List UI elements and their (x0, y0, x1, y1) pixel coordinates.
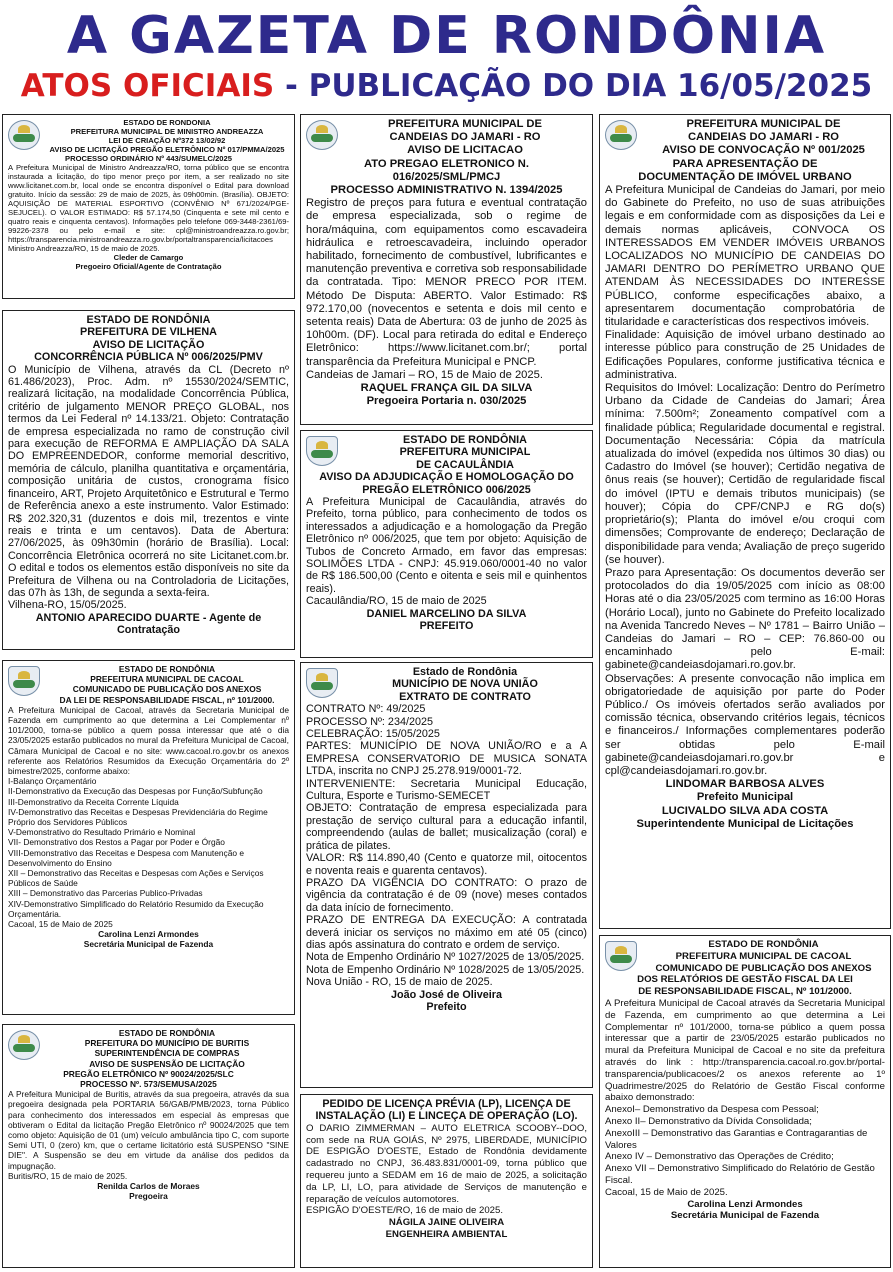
notice-date: Candeias de Jamari – RO, 15 de Maio de 2025. (306, 368, 543, 381)
list-item: VIII-Demonstrativo das Receitas e Despesa com Manutenção e Desenvolvimento do Ensino (8, 847, 245, 868)
notice-header-line: DE CACAULÂNDIA (416, 458, 514, 471)
signatory-role: Superintendente Municipal de Licitações (636, 817, 854, 830)
notice-date: ESPIGÃO D'OESTE/RO, 16 de maio de 2025. (306, 1205, 503, 1217)
contract-clause: PARTES: MUNICÍPIO DE NOVA UNIÃO/RO e a A EMPRESA CONSERVATORIO DE MUSICA SONATA LTDA, inscrita no CNPJ 25.278.919/0001-72. (306, 740, 587, 778)
notice-header-line: PREFEITURA MUNICIPAL (399, 446, 531, 459)
notice-header-line: CANDEIAS DO JAMARI - RO (389, 131, 541, 144)
notice-header-line: PREFEITURA MUNICIPAL DE CACOAL (90, 674, 244, 685)
notice-buritis (2, 1024, 295, 1268)
notice-header-line: INSTALAÇÃO (LI) E LINCEÇA DE OPERAÇÃO (LO). (315, 1110, 578, 1123)
notice-candeias-pregao (300, 114, 593, 425)
list-item: XII – Demonstrativo das Receitas e Despesas com Ações e Serviços Públicos de Saúde (8, 868, 264, 889)
notice-header-line: LEI DE CRIAÇÃO Nº372 13/02/92 (108, 136, 226, 145)
notice-paragraph: Requisitos do Imóvel: Localização: Dentro do Perímetro Urbano da Cidade de Candeias do Jamari; Área mínima: 7.500m²; Zoneamento compatível com a finalidade pública; Regularidade documental e registral. Documentação Necessária: Cópia da matrícula atualizada do imóvel (expedida nos últimos 30 dias) ou Cadastro do Imóvel (se houver); Certidão negativa de ônus reais (se houver); Certidão de regularidade fiscal do imóvel (IPTU e demais tributos municipais) (se houver); Cópia do CPF/CNPJ e RG do(s) proprietário(s); Planta do imóvel e/ou croqui com dimensões; Comprovante de endereço; Declaração de disponibilidade para venda; Avaliação de preço sugerido (se houver). (605, 382, 885, 566)
signatory-name: Carolina Lenzi Armondes (98, 929, 199, 940)
municipal-seal-icon (605, 941, 637, 971)
list-item: Anexo IV – Demonstrativo das Operações de Crédito; (605, 1151, 834, 1163)
signatory-role: Prefeito (426, 1000, 467, 1013)
notice-header-line: PEDIDO DE LICENÇA PRÉVIA (LP), LICENÇA DE (322, 1098, 571, 1110)
contract-clause: OBJETO: Contratação de empresa especializada para prestação de serviço cultural para a educação infantil, compreendendo (aulas de ballet; musicalização (coral) e prática de pilates. (306, 802, 587, 852)
notice-body: A Prefeitura Municipal de Ministro Andreazza/RO, torna público que se encontra instaurada a licitação, do tipo menor preço por item, a ser realizado no site www.licitanet.com.br, local onde se encontra disponível o Edital para download gratuito. Início da sessão: 29 de maio de 2025, às 09h00min. (Brasília). OBJETO: AQUISIÇÃO DE MATERIAL ESPORTIVO (CONVÊNIO Nº 671/2024/PGE-SEJUCEL). O VALOR ESTIMADO: R$ 57.174,50 (Cinquenta e sete mil cento e quatro reais e cinquenta centavos). Informações pelo telefone 069-3448-2361/69-99226-2378 ou pelo e-mail e site: cpl@ministroandreazza.ro.gov.br; https://transparencia.ministroandreazza.ro.gov.br/portaltransparencia/licitacoes (8, 163, 289, 244)
notice-header-line: AVISO DE SUSPENSÃO DE LICITAÇÃO (89, 1058, 245, 1069)
newspaper-title: A GAZETA DE RONDÔNIA (66, 6, 827, 66)
list-item: XIII – Demonstrativo das Parcerias Publico-Privadas (8, 888, 203, 899)
notice-header-line: DOCUMENTAÇÃO DE IMÓVEL URBANO (638, 170, 852, 183)
list-item: III-Demonstrativo da Receita Corrente Líquida (8, 796, 179, 807)
contract-clause: PRAZO DA VIGÊNCIA DO CONTRATO: O prazo de vigência da contratação é de 09 (nove) meses contados da data início de fornecimento. (306, 876, 587, 914)
notice-header-line: DE RESPONSABILIDADE FISCAL, Nº 101/2000. (638, 986, 852, 998)
notice-header-line: CONCORRÊNCIA PÚBLICA Nº 006/2025/PMV (34, 351, 263, 364)
notice-header-line: AVISO DE CONVOCAÇÃO Nº 001/2025 (662, 144, 865, 157)
municipal-seal-icon (605, 120, 637, 150)
signatory-name: Renilda Carlos de Moraes (97, 1181, 200, 1192)
notice-header-line: ESTADO DE RONDÔNIA (708, 939, 819, 950)
contract-clause: Nota de Empenho Ordinário Nº 1027/2025 de 13/05/2025. (306, 951, 585, 964)
notice-header-line: AVISO DA ADJUDICAÇÃO E HOMOLOGAÇÃO DO (319, 471, 574, 484)
notice-paragraph: Prazo para Apresentação: Os documentos deverão ser protocolados do dia 19/05/2025 com início as 08:00 Horas até o dia 23/05/2025 com termino as 16:00 Horas (Horário Local), junto no Gabinete do Prefeito localizado na Avenida Tancredo Neves – Nº 1781 – Bairro União – Candeias do Jamari – RO – CEP: 76.860-00 ou encaminhado pelo E-mail: gabinete@candeiasdojamari.ro.gov.br. (605, 566, 885, 672)
signatory-role: Prefeito Municipal (696, 791, 794, 804)
signatory-name: ANTONIO APARECIDO DUARTE - Agente de Contratação (35, 611, 262, 637)
signatory-name: LUCIVALDO SILVA ADA COSTA (661, 804, 829, 817)
notice-cacaulandia (300, 430, 593, 658)
contract-field: CONTRATO Nº: 49/2025 (306, 703, 426, 716)
notice-header-line: Estado de Rondônia (412, 666, 518, 678)
list-item: Anexo II– Demonstrativo da Dívida Consolidada; (605, 1115, 812, 1127)
notice-header-line: ESTADO DE RONDONIA (123, 118, 211, 127)
contract-field: CELEBRAÇÃO: 15/05/2025 (306, 728, 440, 741)
notice-header-line: PROCESSO Nº. 573/SEMUSA/2025 (80, 1079, 217, 1090)
notice-header-line: PREFEITURA DE VILHENA (80, 326, 217, 339)
signatory-role: ENGENHEIRA AMBIENTAL (385, 1228, 508, 1240)
notice-header-line: DA LEI DE RESPONSABILIDADE FISCAL, nº 101/2000. (59, 694, 275, 705)
contract-clause: PRAZO DE ENTREGA DA EXECUÇÃO: A contratada deverá iniciar os serviços no máximo em até 05 (cinco) dias após assinatura do contrato e ordem de serviço. (306, 914, 587, 951)
notice-paragraph: Finalidade: Aquisição de imóvel urbano destinado ao interesse público para construção de 25 Unidades de Edificações Populares, conforme justificativa técnica e administrativa. (605, 329, 885, 381)
notice-header-line: PROCESSO ADMINISTRATIVO N. 1394/2025 (330, 184, 563, 197)
notice-date: Vilhena-RO, 15/05/2025. (8, 599, 127, 612)
list-item: VII- Demonstrativo dos Restos a Pagar por Poder e Órgão (8, 837, 225, 848)
notice-header-line: ESTADO DE RONDÔNIA (118, 1028, 216, 1038)
signatory-role: Pregoeira (129, 1191, 168, 1202)
contract-clause: Nota de Empenho Ordinário Nº 1028/2025 de 13/05/2025. (306, 963, 585, 976)
notice-body: A Prefeitura Municipal de Cacoal, através da Secretaria Municipal de Fazenda em cumprimento ao que determina a Lei Complementar nº 101/2000, torna-se público a quem possa interessar que até o dia 23/05/2025 estarão publicados no mural da Prefeitura Municipal de Cacoal, Câmara Municipal de Cacoal e no site: www.cacoal.ro.gov.br os anexos referente aos Relatórios Resumidos da Execução Orçamentária do 2º bimestre/2025, conforme abaixo: (8, 704, 289, 777)
notice-cacoal-rreo (2, 660, 295, 1015)
list-item: V-Demonstrativo do Resultado Primário e Nominal (8, 827, 196, 838)
notice-date: Cacoal, 15 de Maio de 2025 (8, 919, 113, 930)
signatory-name: RAQUEL FRANÇA GIL DA SILVA (360, 382, 533, 395)
notice-header-line: PREFEITURA MUNICIPAL DE (388, 118, 542, 130)
notice-header-line: MUNICÍPIO DE NOVA UNIÃO (392, 678, 538, 691)
signatory-role: Pregoeiro Oficial/Agente de Contratação (75, 262, 222, 271)
notice-date: Buritis/RO, 15 de maio de 2025. (8, 1170, 128, 1181)
notice-header-line: DOS RELATÓRIOS DE GESTÃO FISCAL DA LEI (637, 974, 853, 986)
list-item: Anexo VII – Demonstrativo Simplificado do Relatório de Gestão Fiscal. (605, 1163, 875, 1186)
notice-vilhena (2, 310, 295, 650)
signatory-name: Carolina Lenzi Armondes (687, 1198, 803, 1210)
signatory-name: NÁGILA JAINE OLIVEIRA (388, 1217, 505, 1229)
list-item: XIV-Demonstrativo Simplificado do Relatório Resumido da Execução Orçamentária. (8, 898, 264, 919)
notice-cacoal-rgf (599, 935, 891, 1268)
signatory-name: João José de Oliveira (390, 988, 503, 1001)
publication-date: PUBLICAÇÃO DO DIA 16/05/2025 (308, 68, 873, 104)
notice-date: Ministro Andreazza/RO, 15 de maio de 2025. (8, 244, 160, 253)
notice-date: Cacaulândia/RO, 15 de maio de 2025 (306, 595, 487, 608)
notice-body: A Prefeitura Municipal de Buritis, através da sua pregoeira, através da sua pregoeira designada pela PORTARIA 56/GAB/PMB/2023, torna Público para conhecimento dos interessados em especial às empresas que obtiveram o Edital da licitação Pregão Eletrônico nº 90024/2025 que tem como objeto: Aquisição de 01 (um) veículo ambulância tipo C, com suporte Semi UTI, 0 (zero) km, que o certame licitatório está SUSPENSO "SINE DIE". A Suspensão se deu em virtude da análise dos pedidos da impugnação. (8, 1089, 289, 1171)
notice-header-line: EXTRATO DE CONTRATO (399, 690, 531, 703)
signatory-role: Secretária Municipal de Fazenda (670, 1210, 820, 1222)
signatory-role: PREFEITO (419, 620, 474, 633)
notice-header-line: PROCESSO ORDINÁRIO Nº 443/SUMELC/2025 (65, 154, 232, 163)
list-item: II-Demonstrativo da Execução das Despesas por Função/Subfunção (8, 786, 263, 797)
notice-date: Nova União - RO, 15 de maio de 2025. (306, 976, 493, 989)
subtitle-separator: - (274, 68, 309, 104)
notice-header-line: CANDEIAS DO JAMARI - RO (687, 131, 840, 144)
municipal-seal-icon (306, 436, 338, 466)
edition-subtitle (0, 66, 893, 106)
contract-clause: VALOR: R$ 114.890,40 (Cento e quatorze mil, oitocentos e noventa reais e quarenta centavos). (306, 852, 587, 877)
notice-header-line: COMUNICADO DE PUBLICAÇÃO DOS ANEXOS (72, 684, 262, 695)
notice-body: A Prefeitura Municipal de Cacoal através da Secretaria Municipal de Fazenda, em cumprimento ao que determina a Lei Complementar nº 101/2000, torna-se público a quem possa interessar que a partir de 23/05/2025 estarão publicados no mural da Prefeitura Municipal de Cacoal e no site da prefeitura através do link : http://transparencia.cacoal.ro.gov.br/portal-transparencia/publicacoes/2 os anexos referente ao 1º Quadrimestre/2025 do Relatório de Gestão Fiscal conforme abaixo demonstrado: (605, 997, 885, 1104)
notice-header-line: ESTADO DE RONDÔNIA (86, 314, 211, 326)
notice-header-line: PREFEITURA MUNICIPAL DE MINISTRO ANDREAZZA (70, 127, 264, 136)
list-item: AnexoI– Demonstrativo da Despesa com Pessoal; (605, 1104, 819, 1116)
notice-header-line: SUPERINTENDÊNCIA DE COMPRAS (94, 1048, 240, 1059)
municipal-seal-icon (8, 666, 40, 696)
notice-paragraph: A Prefeitura Municipal de Candeias do Jamari, por meio do Gabinete do Prefeito, no uso de suas atribuições legais e em conformidade com as disposições da Lei e demais normas aplicáveis, CONVOCA OS INTERESSADOS EM VENDER IMÓVEIS URBANOS LOCALIZADOS NO MUNICÍPIO DE CANDEIAS DO JAMARI DENTRO DO PERÍMETRO URBANO QUE ATENDAM ÀS NECESSIDADES DO INTERESSE PÚBLICO, conforme especificações abaixo, a apresentarem documentação comprobatória de titularidade e características dos respectivos imóveis. (605, 184, 885, 329)
notice-header-line: ATO PREGAO ELETRONICO N. (364, 157, 529, 170)
municipal-seal-icon (8, 1030, 40, 1060)
list-item: I-Balanço Orçamentário (8, 776, 97, 787)
notice-header-line: COMUNICADO DE PUBLICAÇÃO DOS ANEXOS (655, 962, 872, 974)
notice-body: O Município de Vilhena, através da CL (Decreto nº 61.486/2023), Proc. Adm. nº 15530/2024/SEMTIC, realizará licitação, na modalidade Concorrência Pública, critério de julgamento MENOR PREÇO GLOBAL, nos termos da Lei Federal nº 14.133/21. Objeto: Contratação de empresa especializada no ramo de construção civil para execução de REFORMA E AMPLIAÇÃO DA SALA DO EMPREENDEDOR, conforme memorial descritivo, memória de cálculo, planilha quantitativa e orçamentária, composição unitária de custos, cronograma físico financeiro, ART, Projeto Arquitetônico e Estrutural e Termo de Referência anexo a este instrumento. Valor Estimado: R$ 202.320,31 (duzentos e dois mil, trezentos e vinte reais e trinta e um centavos). Data de Abertura: 27/06/2025, às 09h30min (horário de Brasília). Local: Concorrência Eletrônica ocorrerá no site Licitanet.com.br. O edital e todos os elementos estão disponíveis no site da Prefeitura de Vilhena ou na Controladoria de Licitações, das 07h às 13h, de segunda a sexta-feira. (8, 363, 289, 599)
notice-candeias-convocacao (599, 114, 891, 929)
signatory-name: Cleder de Camargo (113, 253, 184, 262)
notice-header-line: AVISO DE LICITAÇÃO (92, 338, 205, 351)
signatory-name: LINDOMAR BARBOSA ALVES (665, 778, 825, 791)
notice-body: Registro de preços para futura e eventual contratação de empresa especializada, sob o regime de hora/máquina, com equipamentos como escavadeira hidráulica e retroescavadeira, incluindo operador habilitado, fornecimento de combustível, lubrificantes e manutenção preventiva e corretiva sob responsabilidade da contratada. Tipo: MENOR PRECO POR ITEM. Método De Disputa: ABERTO. Valor Estimado: R$ 972.170,00 (novecentos e setenta e dois mil cento e setenta reais) Data de Abertura: 03 de junho de 2025 às 10h00m. (DF). Local para retirada do edital e Endereço Eletrônico: https://www.licitanet.com.br/; portal transparência da Prefeitura Municipal e PNCP. (306, 197, 587, 368)
notice-nova-uniao (300, 662, 593, 1088)
signatory-role: Pregoeira Portaria n. 030/2025 (366, 395, 527, 408)
notice-header-line: PREFEITURA MUNICIPAL DE CACOAL (675, 950, 852, 962)
notice-licenca-ambiental (300, 1094, 593, 1268)
notice-ministro-andreazza (2, 114, 295, 299)
notice-header-line: PREGÃO ELETRÔNICO 006/2025 (362, 483, 531, 496)
list-item: IV-Demonstrativo das Receitas e Despesas Previdenciária do Regime Próprio dos Servidores Públicos (8, 806, 268, 828)
notice-header-line: PREFEITURA MUNICIPAL DE (686, 118, 841, 130)
notice-header-line: AVISO DE LICITAÇÃO PREGÃO ELETRÔNICO Nº 017/PMMA/2025 (49, 145, 285, 154)
signatory-name: DANIEL MARCELINO DA SILVA (366, 607, 527, 620)
notice-paragraph: Observações: A presente convocação não implica em obrigatoriedade de aquisição por parte do Poder Público./ Os imóveis ofertados serão avaliados por comissão técnica, observando critérios legais, técnicos e financeiros./ Informações complementares poderão ser obtidas pelo E-mail gabinete@candeiasdojamari.ro.gov.br e cpl@candeiasdojamari.ro.gov.br. (605, 672, 885, 777)
notice-header-line: AVISO DE LICITACAO (407, 144, 523, 157)
contract-field: PROCESSO Nº: 234/2025 (306, 715, 433, 728)
notice-body: A Prefeitura Municipal de Cacaulândia, através do Prefeito, torna público, para conhecimento de todos os interessados a adjudicação e a homologação da Pregão Eletrônico nº 006/2025, que tem por objeto: Aquisição de Tubos de Concreto Armado, em favor das empresas: SOLIMÕES LTDA - CNPJ: 45.919.060/0001-40 no valor de R$ 186.500,00 (Cento e oitenta e seis mil e quinhentos reais). (306, 496, 587, 595)
notice-header-line: 016/2025/SML/PMCJ (392, 170, 501, 183)
section-name: ATOS OFICIAIS (20, 68, 275, 104)
notice-body: O DARIO ZIMMERMAN – AUTO ELETRICA SCOOBY--DOO, com sede na RUA GOIÁS, Nº 2975, LIBERDADE, MUNICÍPIO DE ESPIGÃO D'OESTE, Estado de Rondônia devidamente cadastrado no CNPJ, 36.483.831/0001-09, torna público que requereu junto a SEDAM em 16 de maio de 2025, a solicitação da LP, LI, LO, para atividade de Serviços de manutenção e reparação de veículos automotores. (306, 1122, 587, 1205)
municipal-seal-icon (306, 120, 338, 150)
municipal-seal-icon (306, 668, 338, 698)
notice-date: Cacoal, 15 de Maio de 2025. (605, 1186, 728, 1198)
contract-clause: INTERVENIENTE: Secretaria Municipal Educação, Cultura, Esporte e Turismo-SEMECET (306, 777, 587, 803)
notice-header-line: ESTADO DE RONDÔNIA (403, 434, 527, 446)
notice-header-line: ESTADO DE RONDÔNIA (118, 664, 216, 674)
notice-header-line: PARA APRESENTAÇÃO DE (672, 157, 818, 170)
notice-header-line: PREGÃO ELETRÔNICO Nº 90024/2025/SLC (63, 1068, 234, 1079)
list-item: AnexoIII – Demonstrativo das Garantias e Contragarantias de Valores (605, 1127, 868, 1151)
notice-header-line: PREFEITURA DO MUNICÍPIO DE BURITIS (84, 1038, 250, 1049)
signatory-role: Secretária Municipal de Fazenda (83, 939, 214, 950)
municipal-seal-icon (8, 120, 40, 150)
